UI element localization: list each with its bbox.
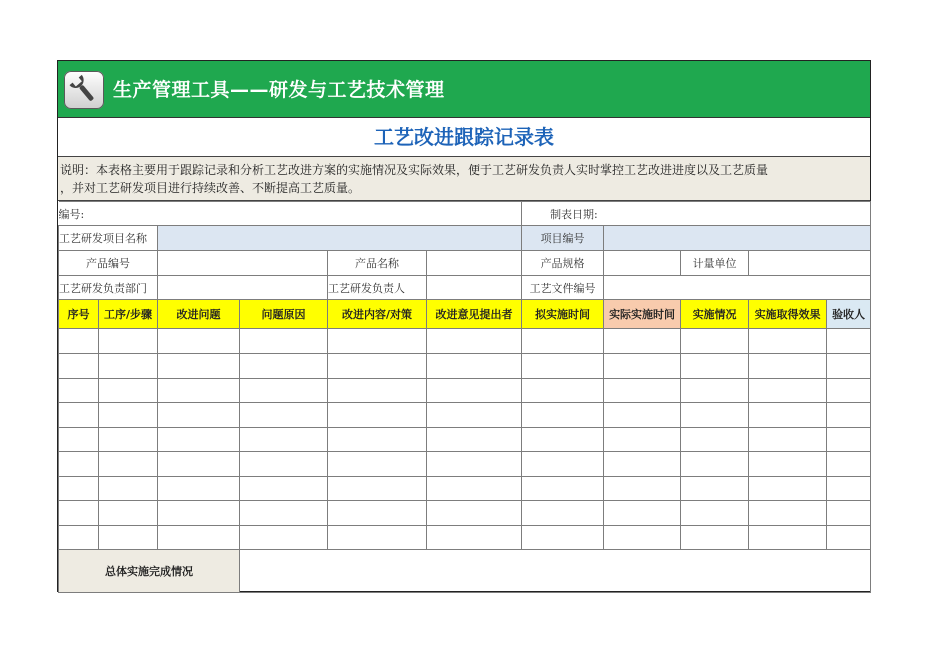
col-header: 改进内容/对策: [328, 300, 427, 329]
product-code-label: 产品编号: [59, 251, 158, 276]
dept-label: 工艺研发负责部门: [59, 276, 158, 300]
col-header: 序号: [59, 300, 99, 329]
column-header-row: [59, 300, 871, 329]
col-header: 工序/步骤: [99, 300, 158, 329]
product-spec-label: 产品规格: [522, 251, 604, 276]
app-banner: [58, 61, 870, 118]
product-spec-input[interactable]: [604, 251, 681, 276]
owner-input[interactable]: [427, 276, 522, 300]
product-code-input[interactable]: [158, 251, 328, 276]
col-header: 实施取得效果: [749, 300, 827, 329]
col-header: 改进意见提出者: [427, 300, 522, 329]
table-row[interactable]: [59, 452, 871, 477]
file-no-input[interactable]: [604, 276, 871, 300]
product-name-input[interactable]: [427, 251, 522, 276]
table-row[interactable]: [59, 526, 871, 550]
col-header: 问题原因: [240, 300, 328, 329]
project-name-input[interactable]: [158, 226, 522, 251]
owner-label: 工艺研发负责人: [328, 276, 427, 300]
project-no-label: 项目编号: [522, 226, 604, 251]
banner-title: 生产管理工具——研发与工艺技术管理: [113, 79, 445, 101]
project-name-label: 工艺研发项目名称: [59, 226, 158, 251]
col-header: 改进问题: [158, 300, 240, 329]
date-field[interactable]: [522, 202, 871, 226]
col-header: 验收人: [827, 300, 871, 329]
number-field[interactable]: [59, 202, 522, 226]
table-row[interactable]: [59, 403, 871, 428]
table-row[interactable]: [59, 477, 871, 501]
number-label: 编号:: [58, 207, 85, 221]
form-sheet: [57, 60, 871, 592]
info-row-1: [59, 226, 871, 251]
table-row[interactable]: [59, 329, 871, 354]
meta-row: [59, 202, 871, 226]
table-row[interactable]: [59, 354, 871, 379]
unit-input[interactable]: [749, 251, 871, 276]
col-header: 实施情况: [681, 300, 749, 329]
project-no-input[interactable]: [604, 226, 871, 251]
description-line-1: 说明：本表格主要用于跟踪记录和分析工艺改进方案的实施情况及实际效果，便于工艺研发负责人实时掌控工艺改进进度以及工艺质量: [60, 163, 769, 177]
table-row[interactable]: [59, 501, 871, 526]
info-row-3: [59, 276, 871, 300]
unit-label: 计量单位: [681, 251, 749, 276]
date-label: 制表日期:: [550, 207, 598, 221]
table-row[interactable]: [59, 379, 871, 403]
summary-label: 总体实施完成情况: [59, 550, 240, 593]
description-line-2: ，并对工艺研发项目进行持续改善、不断提高工艺质量。: [60, 181, 361, 195]
col-header: 实际实施时间: [604, 300, 681, 329]
summary-row: [59, 550, 871, 593]
form-title: 工艺改进跟踪记录表: [58, 118, 870, 157]
description: [58, 157, 870, 201]
info-row-2: [59, 251, 871, 276]
table-row[interactable]: [59, 428, 871, 452]
dept-input[interactable]: [158, 276, 328, 300]
wrench-icon: [64, 71, 104, 109]
product-name-label: 产品名称: [328, 251, 427, 276]
file-no-label: 工艺文件编号: [522, 276, 604, 300]
tracking-table: [58, 201, 871, 593]
summary-input[interactable]: [240, 550, 871, 593]
col-header: 拟实施时间: [522, 300, 604, 329]
